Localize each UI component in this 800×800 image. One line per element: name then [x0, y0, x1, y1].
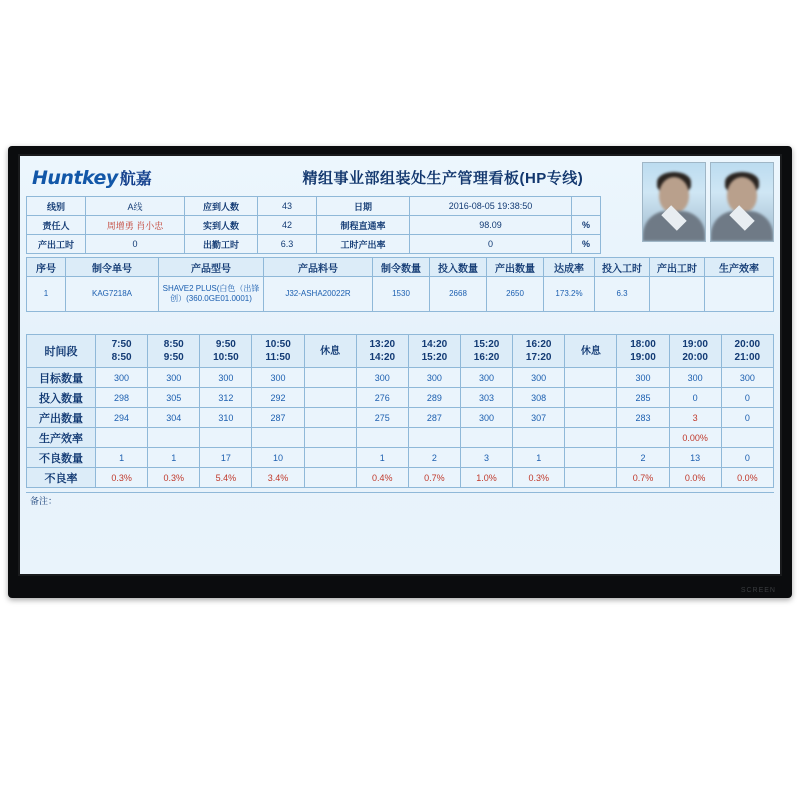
table-row: [27, 197, 601, 216]
cell-output: 300: [460, 408, 512, 428]
avatar: [710, 162, 774, 242]
cell-input: 285: [617, 388, 669, 408]
cell-defect-rate: 0.7%: [617, 468, 669, 488]
info-label: 工时产出率: [317, 235, 410, 254]
info-value: 43: [258, 197, 317, 216]
cell-target: 300: [356, 368, 408, 388]
cell-defect-rate: 0.3%: [96, 468, 148, 488]
info-value: 6.3: [258, 235, 317, 254]
cell-efficiency: [356, 428, 408, 448]
cell-defect-rate: 0.4%: [356, 468, 408, 488]
info-label: 产出工时: [27, 235, 86, 254]
timeslot-cell: 9:50 10:50: [200, 335, 252, 368]
table-gap: [26, 312, 774, 334]
cell-defect-rate: 5.4%: [200, 468, 252, 488]
cell-defect-rate: 0.0%: [721, 468, 773, 488]
cell-output: 304: [148, 408, 200, 428]
display-screen: [20, 156, 780, 574]
info-unit: [572, 197, 601, 216]
cell-input: 303: [460, 388, 512, 408]
cell-output-break: [304, 408, 356, 428]
cell-target: 300: [96, 368, 148, 388]
row-label-target: 目标数量: [27, 368, 96, 388]
cell-defect-qty: 2: [408, 448, 460, 468]
timeslot-break: 休息: [565, 335, 617, 368]
cell-defect-rate: 0.3%: [513, 468, 565, 488]
col-header-output-qty: 产出数量: [487, 258, 544, 277]
cell-model: SHAVE2 PLUS(白色（出锋创）(360.0GE01.0001): [159, 277, 264, 312]
cell-defect-qty: 0: [721, 448, 773, 468]
table-row: [27, 235, 601, 254]
info-label: 实到人数: [185, 216, 258, 235]
cell-output: 287: [252, 408, 304, 428]
cell-rate: 173.2%: [544, 277, 595, 312]
cell-output: 294: [96, 408, 148, 428]
remark-label: 备注：: [26, 492, 774, 509]
cell-input: 289: [408, 388, 460, 408]
cell-input-break: [304, 388, 356, 408]
cell-input-hours: 6.3: [595, 277, 650, 312]
timeslot-cell: 10:50 11:50: [252, 335, 304, 368]
cell-target: 300: [513, 368, 565, 388]
cell-input: 276: [356, 388, 408, 408]
table-row-target: [27, 368, 774, 388]
logo-text-key: key: [82, 166, 118, 189]
cell-defect-qty: 10: [252, 448, 304, 468]
cell-efficiency: [460, 428, 512, 448]
timeslot-cell: 13:20 14:20: [356, 335, 408, 368]
col-header-efficiency: 生产效率: [705, 258, 774, 277]
col-header-model: 产品型号: [159, 258, 264, 277]
info-label: 出勤工时: [185, 235, 258, 254]
cell-input: 312: [200, 388, 252, 408]
cell-input-qty: 2668: [430, 277, 487, 312]
cell-target: 300: [460, 368, 512, 388]
cell-target: 300: [148, 368, 200, 388]
cell-output: 310: [200, 408, 252, 428]
cell-seq: 1: [27, 277, 66, 312]
cell-defect-rate-break: [304, 468, 356, 488]
cell-efficiency: [705, 277, 774, 312]
info-value: 98.09: [410, 216, 572, 235]
line-info-table: [26, 196, 601, 254]
row-label-output: 产出数量: [27, 408, 96, 428]
cell-efficiency: [721, 428, 773, 448]
cell-efficiency: [148, 428, 200, 448]
responsible-person-photos: [642, 162, 774, 242]
info-value: A线: [86, 197, 185, 216]
cell-output-hours: [650, 277, 705, 312]
cell-input: 308: [513, 388, 565, 408]
info-value: 2016-08-05 19:38:50: [410, 197, 572, 216]
cell-efficiency: [96, 428, 148, 448]
table-row-time-slots: [27, 335, 774, 368]
cell-defect-qty-break: [565, 448, 617, 468]
info-value: 周增勇 肖小忠: [86, 216, 185, 235]
row-label-defect-qty: 不良数量: [27, 448, 96, 468]
cell-defect-qty: 17: [200, 448, 252, 468]
cell-output-break: [565, 408, 617, 428]
cell-defect-rate-break: [565, 468, 617, 488]
cell-defect-qty: 13: [669, 448, 721, 468]
cell-defect-rate: 1.0%: [460, 468, 512, 488]
row-label-efficiency: 生产效率: [27, 428, 96, 448]
cell-output: 283: [617, 408, 669, 428]
info-unit: %: [572, 216, 601, 235]
col-header-order-no: 制令单号: [66, 258, 159, 277]
cell-input: 292: [252, 388, 304, 408]
table-row-output: [27, 408, 774, 428]
cell-order-qty: 1530: [373, 277, 430, 312]
hourly-output-table: [26, 334, 774, 488]
work-order-table: [26, 257, 774, 312]
logo-text-hunt: Hunt: [32, 166, 83, 189]
cell-target: 300: [669, 368, 721, 388]
col-header-output-hours: 产出工时: [650, 258, 705, 277]
timeslot-cell: 7:50 8:50: [96, 335, 148, 368]
cell-efficiency: [513, 428, 565, 448]
cell-defect-qty-break: [304, 448, 356, 468]
timeslot-cell: 8:50 9:50: [148, 335, 200, 368]
cell-input: 0: [669, 388, 721, 408]
cell-output-qty: 2650: [487, 277, 544, 312]
cell-defect-qty: 1: [513, 448, 565, 468]
col-header-order-qty: 制令数量: [373, 258, 430, 277]
page-title: 精组事业部组装处生产管理看板(HP专线): [302, 169, 584, 187]
cell-defect-qty: 2: [617, 448, 669, 468]
info-value: 42: [258, 216, 317, 235]
cell-defect-rate: 3.4%: [252, 468, 304, 488]
cell-target-break: [304, 368, 356, 388]
cell-target: 300: [617, 368, 669, 388]
table-row-input: [27, 388, 774, 408]
cell-efficiency: 0.00%: [669, 428, 721, 448]
cell-input: 0: [721, 388, 773, 408]
cell-defect-rate: 0.0%: [669, 468, 721, 488]
timeslot-cell: 15:20 16:20: [460, 335, 512, 368]
row-label-defect-rate: 不良率: [27, 468, 96, 488]
table-row: [27, 277, 774, 312]
logo-text-cn: 航嘉: [119, 170, 152, 188]
monitor-bezel: [8, 146, 792, 598]
table-row-defect-rate: [27, 468, 774, 488]
timeslot-cell: 18:00 19:00: [617, 335, 669, 368]
cell-efficiency: [408, 428, 460, 448]
info-value: 0: [410, 235, 572, 254]
cell-order-no: KAG7218A: [66, 277, 159, 312]
production-kanban: [20, 156, 780, 574]
cell-efficiency-break: [304, 428, 356, 448]
info-label: 应到人数: [185, 197, 258, 216]
table-row-efficiency: [27, 428, 774, 448]
cell-output: 307: [513, 408, 565, 428]
cell-part-no: J32-ASHA20022R: [264, 277, 373, 312]
cell-target: 300: [200, 368, 252, 388]
cell-defect-qty: 1: [356, 448, 408, 468]
timeslot-cell: 16:20 17:20: [513, 335, 565, 368]
info-label: 线别: [27, 197, 86, 216]
cell-input: 298: [96, 388, 148, 408]
cell-input: 305: [148, 388, 200, 408]
cell-target: 300: [721, 368, 773, 388]
info-label: 日期: [317, 197, 410, 216]
cell-defect-rate: 0.7%: [408, 468, 460, 488]
timeslot-cell: 20:00 21:00: [721, 335, 773, 368]
table-header-row: [27, 258, 774, 277]
col-header-part-no: 产品料号: [264, 258, 373, 277]
cell-defect-qty: 1: [148, 448, 200, 468]
table-row: [27, 216, 601, 235]
col-header-input-qty: 投入数量: [430, 258, 487, 277]
monitor-brand-label: SCREEN: [740, 587, 776, 594]
row-label-input: 投入数量: [27, 388, 96, 408]
col-header-input-hours: 投入工时: [595, 258, 650, 277]
cell-defect-qty: 3: [460, 448, 512, 468]
timeslot-break: 休息: [304, 335, 356, 368]
cell-target-break: [565, 368, 617, 388]
cell-defect-rate: 0.3%: [148, 468, 200, 488]
row-label-timeslot: 时间段: [27, 335, 96, 368]
timeslot-cell: 19:00 20:00: [669, 335, 721, 368]
info-label: 责任人: [27, 216, 86, 235]
info-value: 0: [86, 235, 185, 254]
cell-efficiency-break: [565, 428, 617, 448]
col-header-rate: 达成率: [544, 258, 595, 277]
info-label: 制程直通率: [317, 216, 410, 235]
avatar: [642, 162, 706, 242]
col-header-seq: 序号: [27, 258, 66, 277]
cell-target: 300: [408, 368, 460, 388]
table-row-defect-qty: [27, 448, 774, 468]
cell-defect-qty: 1: [96, 448, 148, 468]
cell-target: 300: [252, 368, 304, 388]
cell-efficiency: [252, 428, 304, 448]
cell-efficiency: [200, 428, 252, 448]
timeslot-cell: 14:20 15:20: [408, 335, 460, 368]
cell-output: 3: [669, 408, 721, 428]
cell-output: 287: [408, 408, 460, 428]
cell-output: 275: [356, 408, 408, 428]
cell-input-break: [565, 388, 617, 408]
cell-efficiency: [617, 428, 669, 448]
info-unit: %: [572, 235, 601, 254]
cell-output: 0: [721, 408, 773, 428]
